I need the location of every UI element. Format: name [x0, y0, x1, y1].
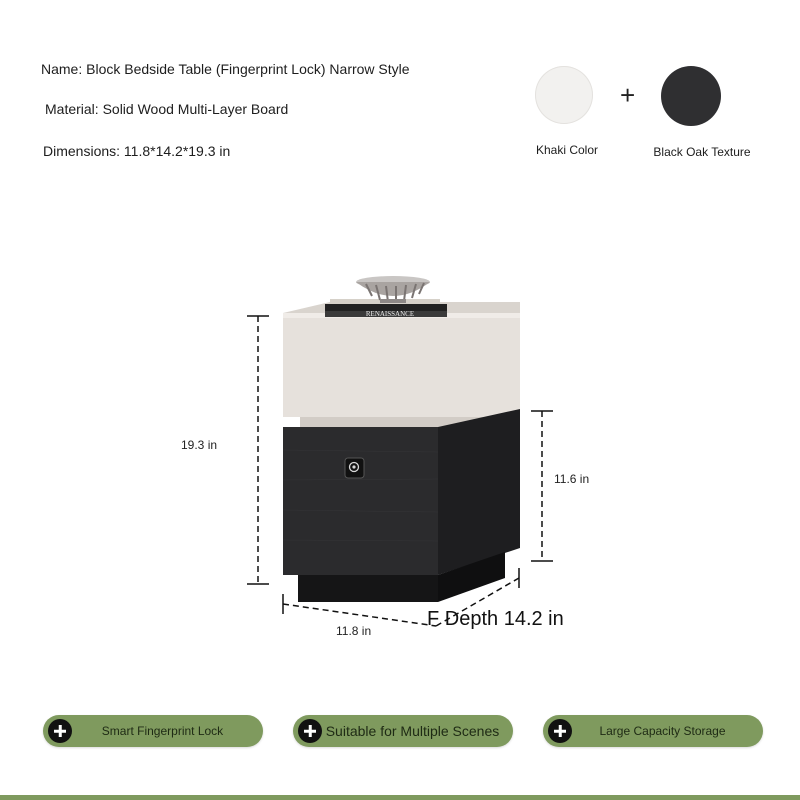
width-label: 11.8 in [336, 624, 372, 638]
black-oak-label: Black Oak Texture [653, 145, 751, 159]
bottom-accent-line [0, 795, 800, 800]
height-label: 19.3 in [181, 438, 218, 452]
product-material: Material: Solid Wood Multi-Layer Board [45, 101, 289, 117]
feature-label: Smart Fingerprint Lock [101, 724, 224, 738]
drawer-height-label: 11.6 in [554, 472, 590, 486]
fingerprint-lock [345, 458, 364, 478]
bowl [356, 276, 430, 303]
bottom-cabinet [283, 409, 520, 602]
product-name: Name: Block Bedside Table (Fingerprint Lock) Narrow Style [41, 61, 410, 77]
feature-fingerprint-lock[interactable] [43, 715, 263, 747]
plus-sign: + [620, 80, 636, 110]
plus-icon [298, 719, 322, 743]
feature-large-storage[interactable] [543, 715, 763, 747]
height-dimension [247, 316, 269, 584]
product-dimensions: Dimensions: 11.8*14.2*19.3 in [43, 143, 231, 159]
plus-icon [48, 719, 72, 743]
book-title: RENAISSANCE [365, 310, 415, 318]
drawer-height-dimension [531, 411, 553, 561]
feature-label: Suitable for Multiple Scenes [325, 723, 500, 739]
khaki-label: Khaki Color [535, 143, 599, 157]
feature-label: Large Capacity Storage [599, 724, 726, 738]
depth-label: F Depth 14.2 in [427, 608, 564, 630]
top-cabinet [283, 302, 520, 433]
feature-multiple-scenes[interactable] [293, 715, 513, 747]
plus-icon [548, 719, 572, 743]
